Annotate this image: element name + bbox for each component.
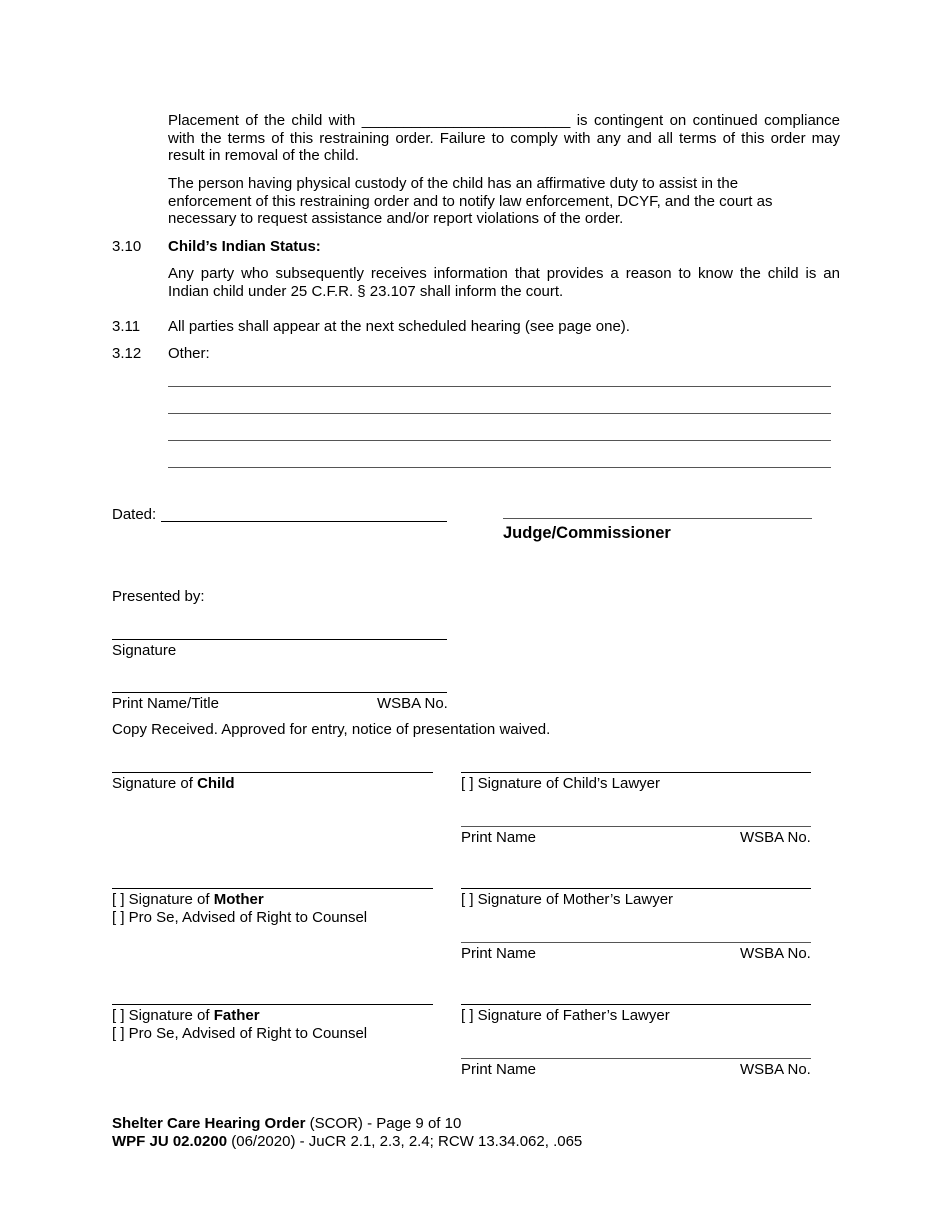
footer-form-title: Shelter Care Hearing Order (SCOR) - Page 9 of 10 bbox=[112, 1115, 462, 1132]
child-lawyer-signature-line[interactable] bbox=[461, 772, 811, 773]
child-signature-line[interactable] bbox=[112, 772, 433, 773]
print-name-title-label: Print Name/Title bbox=[112, 695, 219, 712]
mother-lawyer-name-line[interactable] bbox=[461, 942, 811, 943]
section-number: 3.11 bbox=[112, 318, 141, 335]
mother-lawyer-signature-label[interactable]: [ ] Signature of Mother’s Lawyer bbox=[461, 891, 674, 908]
father-lawyer-print-name-label: Print Name bbox=[461, 1061, 537, 1078]
father-lawyer-signature-label[interactable]: [ ] Signature of Father’s Lawyer bbox=[461, 1007, 670, 1024]
section-title-indian-status: Child’s Indian Status: bbox=[168, 238, 321, 255]
father-signature-block bbox=[112, 1007, 367, 1043]
dated-label: Dated: bbox=[112, 506, 157, 523]
indian-status-paragraph: Any party who subsequently receives information that provides a reason to know the child is an Indian child under 25 C.F.R. § 23.107 shall inform the court. bbox=[168, 265, 840, 300]
child-signature-label: Signature of Child bbox=[112, 775, 235, 792]
other-line-2[interactable] bbox=[168, 413, 831, 414]
mother-lawyer-wsba-label: WSBA No. bbox=[740, 945, 811, 962]
mother-signature-line[interactable] bbox=[112, 888, 433, 889]
dated-line[interactable] bbox=[161, 521, 447, 522]
placement-child-blank[interactable]: _________________________ bbox=[361, 112, 571, 129]
father-lawyer-name-line[interactable] bbox=[461, 1058, 811, 1059]
other-line-1[interactable] bbox=[168, 386, 831, 387]
father-lawyer-wsba-label: WSBA No. bbox=[740, 1061, 811, 1078]
mother-signature-label[interactable]: [ ] Signature of Mother bbox=[112, 891, 264, 908]
section-text-appear: All parties shall appear at the next scheduled hearing (see page one). bbox=[168, 318, 630, 335]
father-lawyer-signature-line[interactable] bbox=[461, 1004, 811, 1005]
other-line-3[interactable] bbox=[168, 440, 831, 441]
child-lawyer-print-name-label: Print Name bbox=[461, 829, 537, 846]
father-pro-se-checkbox[interactable]: [ ] Pro Se, Advised of Right to Counsel bbox=[112, 1025, 368, 1042]
section-number: 3.12 bbox=[112, 345, 142, 362]
mother-lawyer-print-name-label: Print Name bbox=[461, 945, 537, 962]
section-text-other: Other: bbox=[168, 345, 210, 362]
placement-text-after: is contingent on continued compliance with the terms of this restraining order. Failure to comply with any and all terms of this order may result in removal of the child. bbox=[168, 112, 840, 164]
father-signature-line[interactable] bbox=[112, 1004, 433, 1005]
mother-lawyer-signature-line[interactable] bbox=[461, 888, 811, 889]
footer-form-citation: WPF JU 02.0200 (06/2020) - JuCR 2.1, 2.3, 2.4; RCW 13.34.062, .065 bbox=[112, 1133, 583, 1150]
placement-paragraph bbox=[168, 112, 840, 165]
child-lawyer-signature-label: [ ] Signature of Child’s Lawyer bbox=[461, 775, 660, 792]
placement-text-before: Placement of the child with bbox=[168, 112, 362, 129]
section-number: 3.10 bbox=[112, 238, 142, 255]
mother-signature-block bbox=[112, 891, 367, 927]
signature-label: Signature bbox=[112, 642, 177, 659]
father-signature-label[interactable]: [ ] Signature of Father bbox=[112, 1007, 260, 1024]
other-line-4[interactable] bbox=[168, 467, 831, 468]
page-footer bbox=[112, 1115, 582, 1151]
presented-by-label: Presented by: bbox=[112, 588, 205, 605]
presenter-signature-line[interactable] bbox=[112, 639, 447, 640]
presenter-wsba-label: WSBA No. bbox=[377, 695, 448, 712]
mother-pro-se-checkbox[interactable]: [ ] Pro Se, Advised of Right to Counsel bbox=[112, 909, 368, 926]
custody-paragraph: The person having physical custody of the child has an affirmative duty to assist in the enforcement of this restraining order and to notify law enforcement, DCYF, and the court as necessary to request assistance and/or report violations of the order. bbox=[168, 175, 773, 227]
presenter-name-line[interactable] bbox=[112, 692, 447, 693]
child-lawyer-name-line[interactable] bbox=[461, 826, 811, 827]
judge-signature-line[interactable] bbox=[503, 518, 812, 519]
child-lawyer-wsba-label: WSBA No. bbox=[740, 829, 811, 846]
judge-commissioner-label: Judge/Commissioner bbox=[503, 524, 671, 542]
copy-received-text: Copy Received. Approved for entry, notice of presentation waived. bbox=[112, 721, 551, 738]
